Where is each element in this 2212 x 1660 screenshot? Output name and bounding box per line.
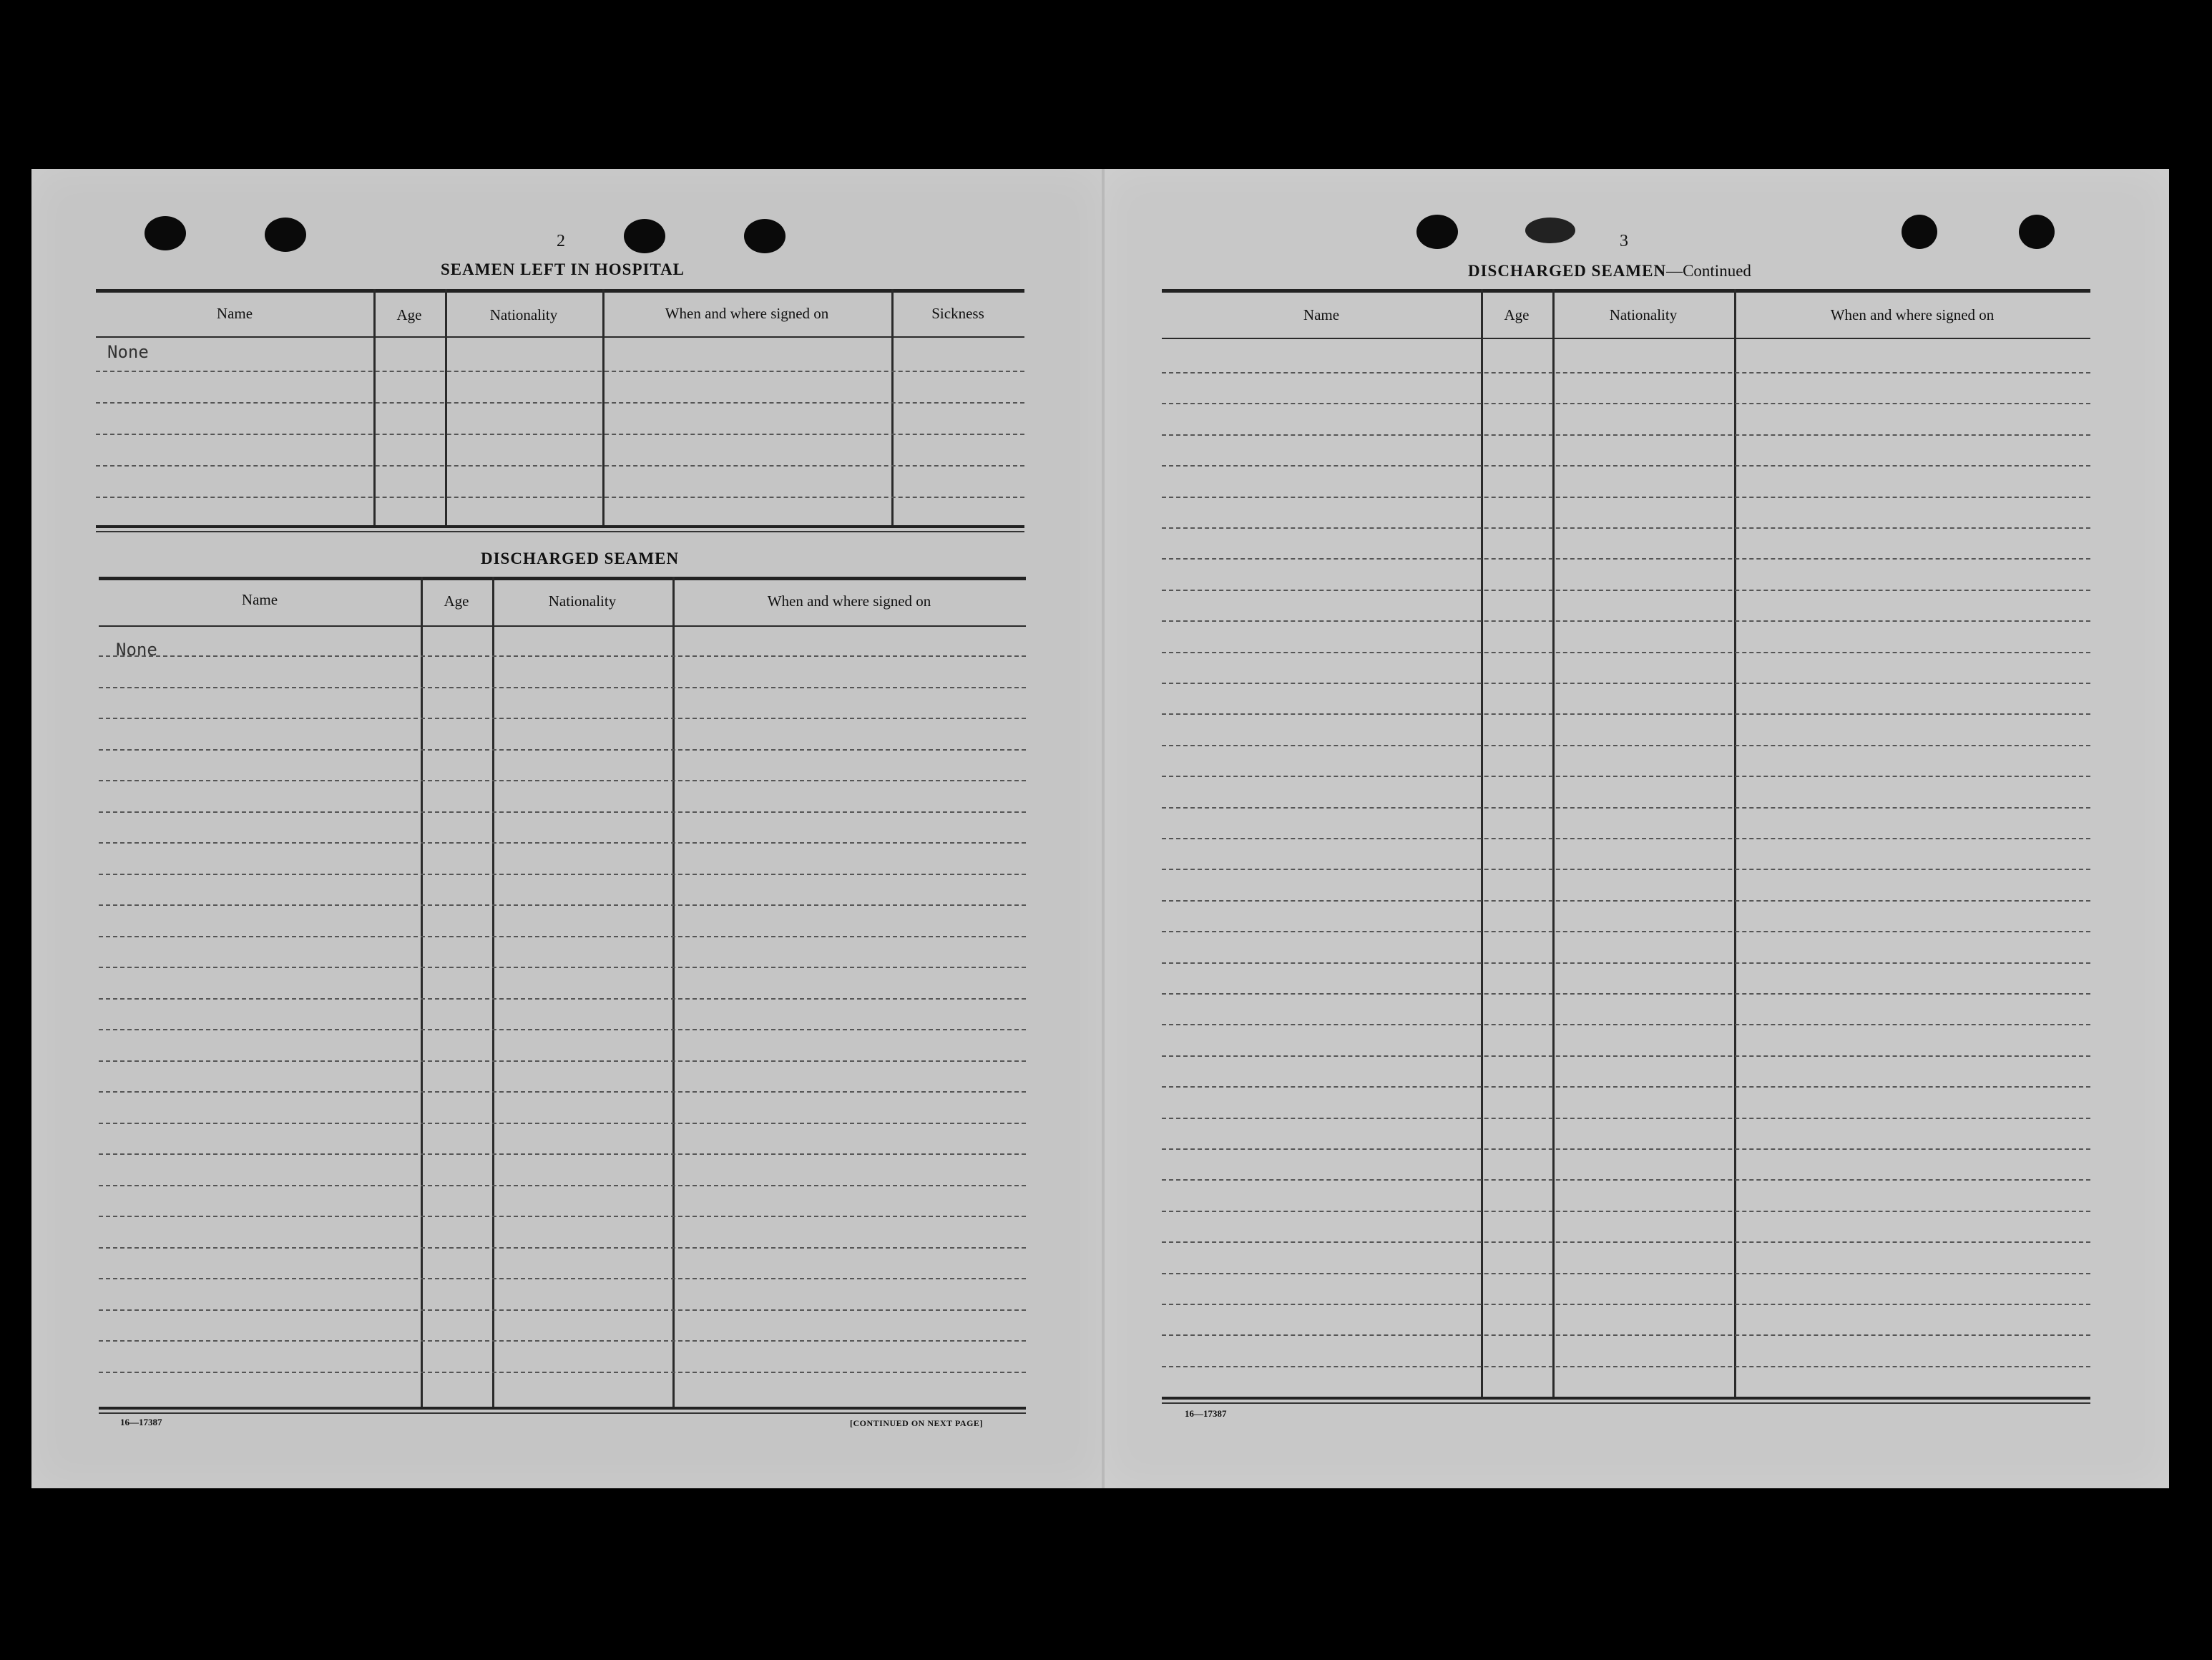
table-row-line (99, 1247, 1026, 1249)
table-row-line (99, 936, 1026, 937)
table-row-line (1162, 652, 2090, 653)
table-row-line (1162, 683, 2090, 684)
column-header: When and where signed on (767, 592, 931, 610)
table-row-line (99, 687, 1026, 688)
table-row-line (1162, 1179, 2090, 1181)
punch-hole (1525, 218, 1575, 243)
table-row-line (1162, 1304, 2090, 1305)
punch-hole (2019, 215, 2055, 249)
table-row-line (99, 1309, 1026, 1311)
table-row-line (99, 1091, 1026, 1093)
table-row-line (99, 1216, 1026, 1217)
punch-hole (744, 219, 786, 253)
table-row-line (1162, 931, 2090, 932)
punch-hole (1416, 215, 1458, 249)
table-row-line (1162, 1334, 2090, 1336)
table-row-line (99, 842, 1026, 844)
discharged-title: DISCHARGED SEAMEN (481, 550, 680, 567)
column-header: Nationality (489, 306, 558, 323)
table-row-line (1162, 434, 2090, 436)
table-row-line (1162, 403, 2090, 404)
table-row-line (99, 1372, 1026, 1373)
table-row-line (1162, 1024, 2090, 1025)
table-row-line (99, 780, 1026, 781)
punch-hole (1902, 215, 1937, 249)
table-row-line (1162, 1241, 2090, 1243)
table-row-line (99, 1060, 1026, 1062)
table-row-line (99, 1185, 1026, 1186)
table-row-line (1162, 713, 2090, 715)
column-header: Age (396, 306, 422, 323)
column-header: When and where signed on (665, 305, 829, 322)
table-row-line (1162, 807, 2090, 809)
column-header: Nationality (1609, 306, 1678, 323)
column-header: When and where signed on (1830, 306, 1995, 323)
table-row-line (99, 1278, 1026, 1279)
title-main: DISCHARGED SEAMEN (1468, 262, 1667, 280)
table-row-line (1162, 558, 2090, 560)
discharged-continued-table (1162, 289, 2090, 1405)
table-row-line (1162, 620, 2090, 622)
table-row-line (1162, 962, 2090, 964)
column-header: Name (216, 305, 253, 322)
page-number: 2 (557, 232, 565, 250)
column-header: Age (444, 592, 469, 610)
table-row-line (99, 655, 1026, 657)
continued-note: [CONTINUED ON NEXT PAGE] (850, 1418, 983, 1428)
hospital-entry: None (107, 342, 149, 362)
table-row-line (1162, 1148, 2090, 1150)
table-row-line (1162, 993, 2090, 995)
table-row-line (1162, 1211, 2090, 1212)
table-row-line (99, 874, 1026, 875)
table-row-line (1162, 1086, 2090, 1088)
column-header: Sickness (931, 305, 984, 322)
table-row-line (99, 1029, 1026, 1030)
table-row-line (99, 718, 1026, 719)
table-row-line (99, 1123, 1026, 1124)
table-row-line (1162, 900, 2090, 902)
discharged-entry: None (116, 640, 157, 660)
table-row-line (1162, 1273, 2090, 1274)
table-row-line (1162, 1366, 2090, 1367)
form-number: 16—17387 (120, 1417, 162, 1427)
table-row-line (1162, 497, 2090, 498)
column-header: Name (241, 591, 278, 608)
table-row-line (1162, 590, 2090, 591)
punch-hole (624, 219, 665, 253)
table-row-line (1162, 1055, 2090, 1057)
table-row-line (1162, 838, 2090, 839)
discharged-continued-title (1468, 262, 1751, 280)
column-header: Nationality (548, 592, 617, 610)
table-row-line (99, 967, 1026, 968)
table-row-line (99, 1340, 1026, 1342)
column-header: Name (1303, 306, 1340, 323)
table-row-line (1162, 465, 2090, 467)
punch-hole (145, 216, 186, 250)
discharged-table (99, 577, 1026, 1418)
form-number: 16—17387 (1185, 1408, 1227, 1419)
table-row-line (1162, 776, 2090, 777)
table-row-line (1162, 869, 2090, 870)
table-row-line (99, 904, 1026, 906)
hospital-title: SEAMEN LEFT IN HOSPITAL (441, 260, 685, 278)
hospital-table (96, 289, 1024, 532)
table-row-line (99, 1153, 1026, 1155)
table-row-line (1162, 745, 2090, 746)
table-row-line (99, 811, 1026, 813)
punch-hole (265, 218, 306, 252)
table-row-line (99, 749, 1026, 751)
table-row-line (1162, 372, 2090, 374)
column-header: Age (1504, 306, 1530, 323)
table-row-line (99, 998, 1026, 1000)
page-number: 3 (1620, 232, 1628, 250)
page-fold (1102, 169, 1105, 1488)
title-suffix: —Continued (1666, 262, 1751, 280)
table-row-line (1162, 527, 2090, 529)
table-row-line (1162, 1118, 2090, 1119)
